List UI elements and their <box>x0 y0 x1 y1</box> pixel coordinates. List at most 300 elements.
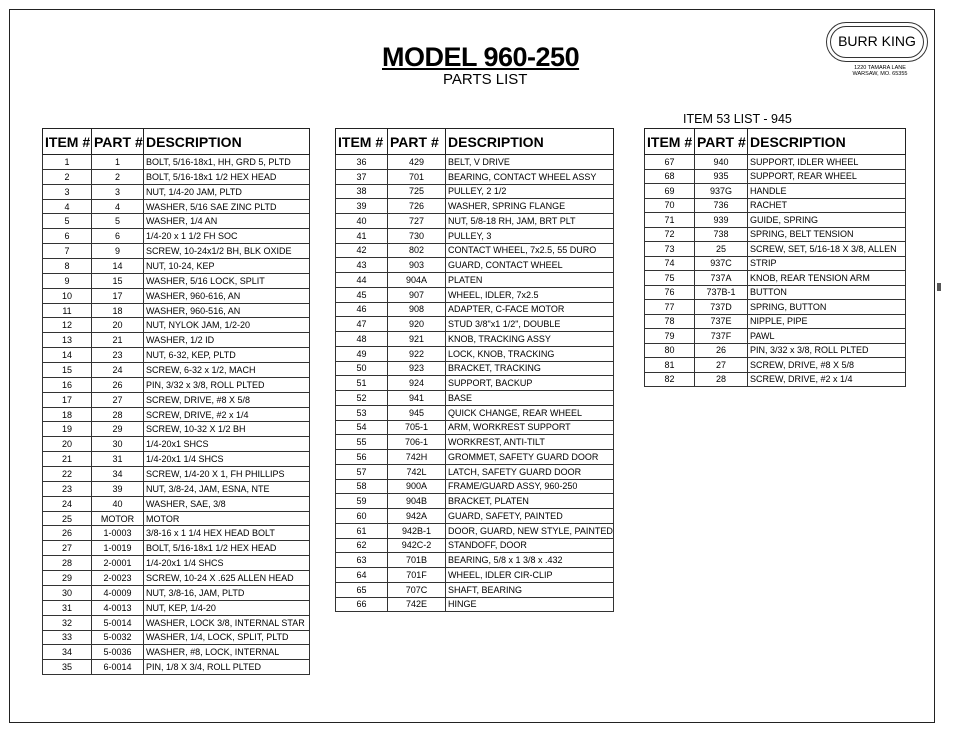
item-number-cell: 72 <box>645 227 695 242</box>
column-header-part: PART # <box>388 129 446 155</box>
part-number-cell: 27 <box>92 392 144 407</box>
part-number-cell: 17 <box>92 288 144 303</box>
table-row <box>336 169 614 184</box>
part-number-cell: 30 <box>92 437 144 452</box>
item-number-cell: 17 <box>43 392 92 407</box>
item-number-cell: 32 <box>43 615 92 630</box>
part-number-cell: 34 <box>92 467 144 482</box>
item-number-cell: 82 <box>645 372 695 387</box>
description-cell: SUPPORT, IDLER WHEEL <box>748 155 906 170</box>
table-row <box>336 435 614 450</box>
item-number-cell: 18 <box>43 407 92 422</box>
description-cell: STUD 3/8"x1 1/2", DOUBLE <box>446 317 614 332</box>
description-cell: NUT, 3/8-24, JAM, ESNA, NTE <box>144 481 310 496</box>
item-number-cell: 62 <box>336 538 388 553</box>
item-number-cell: 54 <box>336 420 388 435</box>
item-number-cell: 64 <box>336 568 388 583</box>
description-cell: NUT, 6-32, KEP, PLTD <box>144 348 310 363</box>
part-number-cell: 738 <box>695 227 748 242</box>
part-number-cell: 705-1 <box>388 420 446 435</box>
description-cell: BOLT, 5/16-18x1 1/2 HEX HEAD <box>144 169 310 184</box>
company-address <box>840 65 920 77</box>
table-header-row <box>43 129 310 155</box>
table-row <box>336 450 614 465</box>
part-number-cell: 28 <box>92 407 144 422</box>
item-number-cell: 43 <box>336 258 388 273</box>
description-cell: HINGE <box>446 597 614 612</box>
table-row <box>645 300 906 315</box>
part-number-cell: 701F <box>388 568 446 583</box>
table-row <box>336 317 614 332</box>
item-number-cell: 21 <box>43 452 92 467</box>
item-number-cell: 42 <box>336 243 388 258</box>
description-cell: WASHER, 960-616, AN <box>144 288 310 303</box>
table-row <box>43 229 310 244</box>
description-cell: SCREW, DRIVE, #2 x 1/4 <box>748 372 906 387</box>
item-number-cell: 65 <box>336 582 388 597</box>
part-number-cell: 707C <box>388 582 446 597</box>
item-number-cell: 74 <box>645 256 695 271</box>
item-number-cell: 38 <box>336 184 388 199</box>
column-header-description: DESCRIPTION <box>748 129 906 155</box>
description-cell: SCREW, DRIVE, #8 X 5/8 <box>748 358 906 373</box>
parts-table-3 <box>644 128 906 387</box>
part-number-cell: 742H <box>388 450 446 465</box>
table-row <box>43 630 310 645</box>
table-row <box>336 568 614 583</box>
item-number-cell: 48 <box>336 332 388 347</box>
item-number-cell: 7 <box>43 244 92 259</box>
address-line-1: 1220 TAMARA LANE <box>854 65 906 71</box>
item-number-cell: 66 <box>336 597 388 612</box>
table-row <box>645 213 906 228</box>
burr-king-logo <box>826 22 928 62</box>
description-cell: SCREW, 10-32 X 1/2 BH <box>144 422 310 437</box>
item-number-cell: 25 <box>43 511 92 526</box>
description-cell: NUT, 1/4-20 JAM, PLTD <box>144 184 310 199</box>
part-number-cell: 27 <box>695 358 748 373</box>
description-cell: PIN, 3/32 x 3/8, ROLL PLTED <box>748 343 906 358</box>
part-number-cell: 939 <box>695 213 748 228</box>
item-number-cell: 6 <box>43 229 92 244</box>
description-cell: NUT, 5/8-18 RH, JAM, BRT PLT <box>446 214 614 229</box>
column-header-item: ITEM # <box>43 129 92 155</box>
part-number-cell: 5-0036 <box>92 645 144 660</box>
table-row <box>43 422 310 437</box>
table-row <box>645 372 906 387</box>
description-cell: WHEEL, IDLER, 7x2.5 <box>446 287 614 302</box>
part-number-cell: 945 <box>388 405 446 420</box>
part-number-cell: 942C-2 <box>388 538 446 553</box>
item-number-cell: 61 <box>336 523 388 538</box>
table-row <box>43 615 310 630</box>
parts-table-1 <box>42 128 310 675</box>
description-cell: KNOB, REAR TENSION ARM <box>748 271 906 286</box>
part-number-cell: 429 <box>388 155 446 170</box>
description-cell: PULLEY, 2 1/2 <box>446 184 614 199</box>
part-number-cell: 900A <box>388 479 446 494</box>
part-number-cell: 904B <box>388 494 446 509</box>
address-line-2: WARSAW, MO. 65355 <box>852 71 908 77</box>
part-number-cell: 706-1 <box>388 435 446 450</box>
item-number-cell: 30 <box>43 585 92 600</box>
part-number-cell: 725 <box>388 184 446 199</box>
table-row <box>645 256 906 271</box>
description-cell: SPRING, BUTTON <box>748 300 906 315</box>
description-cell: CONTACT WHEEL, 7x2.5, 55 DURO <box>446 243 614 258</box>
part-number-cell: 941 <box>388 391 446 406</box>
item-number-cell: 53 <box>336 405 388 420</box>
description-cell: NUT, NYLOK JAM, 1/2-20 <box>144 318 310 333</box>
item-53-note: ITEM 53 LIST - 945 <box>683 112 792 126</box>
description-cell: 1/4-20 x 1 1/2 FH SOC <box>144 229 310 244</box>
description-cell: GUIDE, SPRING <box>748 213 906 228</box>
part-number-cell: 904A <box>388 273 446 288</box>
part-number-cell: 923 <box>388 361 446 376</box>
item-number-cell: 11 <box>43 303 92 318</box>
description-cell: WHEEL, IDLER CIR-CLIP <box>446 568 614 583</box>
part-number-cell: MOTOR <box>92 511 144 526</box>
description-cell: SCREW, 1/4-20 X 1, FH PHILLIPS <box>144 467 310 482</box>
parts-table-2 <box>335 128 614 612</box>
item-number-cell: 19 <box>43 422 92 437</box>
item-number-cell: 23 <box>43 481 92 496</box>
part-number-cell: 24 <box>92 363 144 378</box>
item-number-cell: 77 <box>645 300 695 315</box>
table-row <box>645 155 906 170</box>
part-number-cell: 1-0019 <box>92 541 144 556</box>
part-number-cell: 5 <box>92 214 144 229</box>
table-row <box>43 348 310 363</box>
table-row <box>43 184 310 199</box>
table-row <box>336 538 614 553</box>
part-number-cell: 6-0014 <box>92 660 144 675</box>
part-number-cell: 907 <box>388 287 446 302</box>
table-row <box>336 479 614 494</box>
item-number-cell: 55 <box>336 435 388 450</box>
item-number-cell: 37 <box>336 169 388 184</box>
part-number-cell: 924 <box>388 376 446 391</box>
part-number-cell: 1-0003 <box>92 526 144 541</box>
column-header-part: PART # <box>92 129 144 155</box>
description-cell: SCREW, DRIVE, #8 X 5/8 <box>144 392 310 407</box>
part-number-cell: 937G <box>695 184 748 199</box>
item-number-cell: 34 <box>43 645 92 660</box>
item-number-cell: 14 <box>43 348 92 363</box>
table-row <box>43 452 310 467</box>
item-number-cell: 20 <box>43 437 92 452</box>
table-row <box>43 377 310 392</box>
table-row <box>43 155 310 170</box>
item-number-cell: 47 <box>336 317 388 332</box>
table-row <box>336 273 614 288</box>
description-cell: GROMMET, SAFETY GUARD DOOR <box>446 450 614 465</box>
part-number-cell: 15 <box>92 273 144 288</box>
table-row <box>336 155 614 170</box>
table-row <box>43 199 310 214</box>
description-cell: WASHER, 1/2 ID <box>144 333 310 348</box>
table-row <box>645 314 906 329</box>
table-row <box>336 509 614 524</box>
table-row <box>336 523 614 538</box>
description-cell: BRACKET, PLATEN <box>446 494 614 509</box>
description-cell: ADAPTER, C-FACE MOTOR <box>446 302 614 317</box>
description-cell: HANDLE <box>748 184 906 199</box>
item-number-cell: 33 <box>43 630 92 645</box>
description-cell: QUICK CHANGE, REAR WHEEL <box>446 405 614 420</box>
part-number-cell: 701 <box>388 169 446 184</box>
part-number-cell: 5-0014 <box>92 615 144 630</box>
description-cell: PIN, 3/32 x 3/8, ROLL PLTED <box>144 377 310 392</box>
item-number-cell: 45 <box>336 287 388 302</box>
description-cell: WASHER, 1/4 AN <box>144 214 310 229</box>
part-number-cell: 3 <box>92 184 144 199</box>
table-row <box>645 184 906 199</box>
item-number-cell: 16 <box>43 377 92 392</box>
description-cell: PULLEY, 3 <box>446 228 614 243</box>
part-number-cell: 726 <box>388 199 446 214</box>
item-number-cell: 59 <box>336 494 388 509</box>
item-number-cell: 12 <box>43 318 92 333</box>
description-cell: WASHER, 5/16 SAE ZINC PLTD <box>144 199 310 214</box>
description-cell: WORKREST, ANTI-TILT <box>446 435 614 450</box>
part-number-cell: 23 <box>92 348 144 363</box>
part-number-cell: 922 <box>388 346 446 361</box>
description-cell: RACHET <box>748 198 906 213</box>
item-number-cell: 69 <box>645 184 695 199</box>
item-number-cell: 26 <box>43 526 92 541</box>
item-number-cell: 13 <box>43 333 92 348</box>
table-row <box>336 553 614 568</box>
part-number-cell: 903 <box>388 258 446 273</box>
item-number-cell: 29 <box>43 571 92 586</box>
table-row <box>336 420 614 435</box>
description-cell: BEARING, CONTACT WHEEL ASSY <box>446 169 614 184</box>
description-cell: WASHER, 1/4, LOCK, SPLIT, PLTD <box>144 630 310 645</box>
item-number-cell: 67 <box>645 155 695 170</box>
description-cell: STRIP <box>748 256 906 271</box>
description-cell: SHAFT, BEARING <box>446 582 614 597</box>
table-row <box>43 660 310 675</box>
edge-marker <box>937 283 941 291</box>
table-row <box>43 363 310 378</box>
table-row <box>43 571 310 586</box>
part-number-cell: 737F <box>695 329 748 344</box>
part-number-cell: 25 <box>695 242 748 257</box>
item-number-cell: 56 <box>336 450 388 465</box>
description-cell: LATCH, SAFETY GUARD DOOR <box>446 464 614 479</box>
item-number-cell: 27 <box>43 541 92 556</box>
item-number-cell: 1 <box>43 155 92 170</box>
description-cell: ARM, WORKREST SUPPORT <box>446 420 614 435</box>
table-header-row <box>336 129 614 155</box>
table-row <box>336 287 614 302</box>
table-row <box>336 346 614 361</box>
description-cell: BOLT, 5/16-18x1, HH, GRD 5, PLTD <box>144 155 310 170</box>
item-number-cell: 75 <box>645 271 695 286</box>
part-number-cell: 28 <box>695 372 748 387</box>
table-row <box>336 361 614 376</box>
item-number-cell: 22 <box>43 467 92 482</box>
part-number-cell: 6 <box>92 229 144 244</box>
part-number-cell: 921 <box>388 332 446 347</box>
table-row <box>336 597 614 612</box>
part-number-cell: 39 <box>92 481 144 496</box>
part-number-cell: 2 <box>92 169 144 184</box>
table-row <box>43 437 310 452</box>
table-row <box>43 169 310 184</box>
table-row <box>336 494 614 509</box>
description-cell: PAWL <box>748 329 906 344</box>
part-number-cell: 737E <box>695 314 748 329</box>
item-number-cell: 44 <box>336 273 388 288</box>
part-number-cell: 802 <box>388 243 446 258</box>
table-row <box>43 600 310 615</box>
part-number-cell: 942A <box>388 509 446 524</box>
description-cell: STANDOFF, DOOR <box>446 538 614 553</box>
item-number-cell: 24 <box>43 496 92 511</box>
description-cell: WASHER, SAE, 3/8 <box>144 496 310 511</box>
column-header-part: PART # <box>695 129 748 155</box>
table-row <box>645 227 906 242</box>
table-row <box>336 214 614 229</box>
part-number-cell: 29 <box>92 422 144 437</box>
description-cell: 1/4-20x1 1/4 SHCS <box>144 452 310 467</box>
table-row <box>336 228 614 243</box>
description-cell: 1/4-20x1 SHCS <box>144 437 310 452</box>
table-row <box>645 343 906 358</box>
table-row <box>43 244 310 259</box>
table-row <box>645 285 906 300</box>
part-number-cell: 4-0013 <box>92 600 144 615</box>
part-number-cell: 20 <box>92 318 144 333</box>
part-number-cell: 26 <box>695 343 748 358</box>
item-number-cell: 71 <box>645 213 695 228</box>
part-number-cell: 737A <box>695 271 748 286</box>
description-cell: SCREW, DRIVE, #2 x 1/4 <box>144 407 310 422</box>
item-number-cell: 39 <box>336 199 388 214</box>
part-number-cell: 4 <box>92 199 144 214</box>
part-number-cell: 940 <box>695 155 748 170</box>
description-cell: BELT, V DRIVE <box>446 155 614 170</box>
item-number-cell: 57 <box>336 464 388 479</box>
description-cell: BASE <box>446 391 614 406</box>
table-row <box>336 464 614 479</box>
item-number-cell: 9 <box>43 273 92 288</box>
description-cell: BUTTON <box>748 285 906 300</box>
table-row <box>43 392 310 407</box>
item-number-cell: 50 <box>336 361 388 376</box>
description-cell: NIPPLE, PIPE <box>748 314 906 329</box>
table-row <box>43 318 310 333</box>
part-number-cell: 5-0032 <box>92 630 144 645</box>
item-number-cell: 58 <box>336 479 388 494</box>
part-number-cell: 730 <box>388 228 446 243</box>
part-number-cell: 14 <box>92 259 144 274</box>
description-cell: PLATEN <box>446 273 614 288</box>
column-header-item: ITEM # <box>645 129 695 155</box>
item-number-cell: 31 <box>43 600 92 615</box>
description-cell: NUT, KEP, 1/4-20 <box>144 600 310 615</box>
description-cell: DOOR, GUARD, NEW STYLE, PAINTED <box>446 523 614 538</box>
description-cell: BEARING, 5/8 x 1 3/8 x .432 <box>446 553 614 568</box>
item-number-cell: 46 <box>336 302 388 317</box>
description-cell: SUPPORT, REAR WHEEL <box>748 169 906 184</box>
table-row <box>43 259 310 274</box>
part-number-cell: 935 <box>695 169 748 184</box>
item-number-cell: 52 <box>336 391 388 406</box>
table-row <box>336 376 614 391</box>
table-row <box>336 199 614 214</box>
description-cell: NUT, 10-24, KEP <box>144 259 310 274</box>
description-cell: PIN, 1/8 X 3/4, ROLL PLTED <box>144 660 310 675</box>
table-row <box>43 511 310 526</box>
part-number-cell: 908 <box>388 302 446 317</box>
item-number-cell: 49 <box>336 346 388 361</box>
part-number-cell: 727 <box>388 214 446 229</box>
table-row <box>336 302 614 317</box>
description-cell: 3/8-16 x 1 1/4 HEX HEAD BOLT <box>144 526 310 541</box>
page-title: MODEL 960-250 <box>382 42 580 72</box>
table-row <box>43 288 310 303</box>
part-number-cell: 742E <box>388 597 446 612</box>
part-number-cell: 737B-1 <box>695 285 748 300</box>
description-cell: WASHER, #8, LOCK, INTERNAL <box>144 645 310 660</box>
table-row <box>645 198 906 213</box>
item-number-cell: 70 <box>645 198 695 213</box>
table-row <box>43 467 310 482</box>
item-number-cell: 78 <box>645 314 695 329</box>
item-number-cell: 41 <box>336 228 388 243</box>
table-row <box>43 303 310 318</box>
item-number-cell: 68 <box>645 169 695 184</box>
description-cell: 1/4-20x1 1/4 SHCS <box>144 556 310 571</box>
part-number-cell: 920 <box>388 317 446 332</box>
table-row <box>43 333 310 348</box>
description-cell: GUARD, CONTACT WHEEL <box>446 258 614 273</box>
description-cell: WASHER, 5/16 LOCK, SPLIT <box>144 273 310 288</box>
description-cell: MOTOR <box>144 511 310 526</box>
item-number-cell: 73 <box>645 242 695 257</box>
column-header-description: DESCRIPTION <box>144 129 310 155</box>
part-number-cell: 26 <box>92 377 144 392</box>
item-number-cell: 4 <box>43 199 92 214</box>
description-cell: SUPPORT, BACKUP <box>446 376 614 391</box>
description-cell: FRAME/GUARD ASSY, 960-250 <box>446 479 614 494</box>
table-row <box>645 329 906 344</box>
item-number-cell: 8 <box>43 259 92 274</box>
item-number-cell: 40 <box>336 214 388 229</box>
item-number-cell: 36 <box>336 155 388 170</box>
part-number-cell: 736 <box>695 198 748 213</box>
part-number-cell: 937C <box>695 256 748 271</box>
item-number-cell: 15 <box>43 363 92 378</box>
description-cell: NUT, 3/8-16, JAM, PLTD <box>144 585 310 600</box>
description-cell: SCREW, 6-32 x 1/2, MACH <box>144 363 310 378</box>
table-row <box>336 405 614 420</box>
table-row <box>645 358 906 373</box>
description-cell: BOLT, 5/16-18x1 1/2 HEX HEAD <box>144 541 310 556</box>
item-number-cell: 79 <box>645 329 695 344</box>
item-number-cell: 76 <box>645 285 695 300</box>
description-cell: WASHER, SPRING FLANGE <box>446 199 614 214</box>
table-row <box>43 273 310 288</box>
part-number-cell: 737D <box>695 300 748 315</box>
table-row <box>43 496 310 511</box>
item-number-cell: 2 <box>43 169 92 184</box>
part-number-cell: 4-0009 <box>92 585 144 600</box>
column-header-description: DESCRIPTION <box>446 129 614 155</box>
